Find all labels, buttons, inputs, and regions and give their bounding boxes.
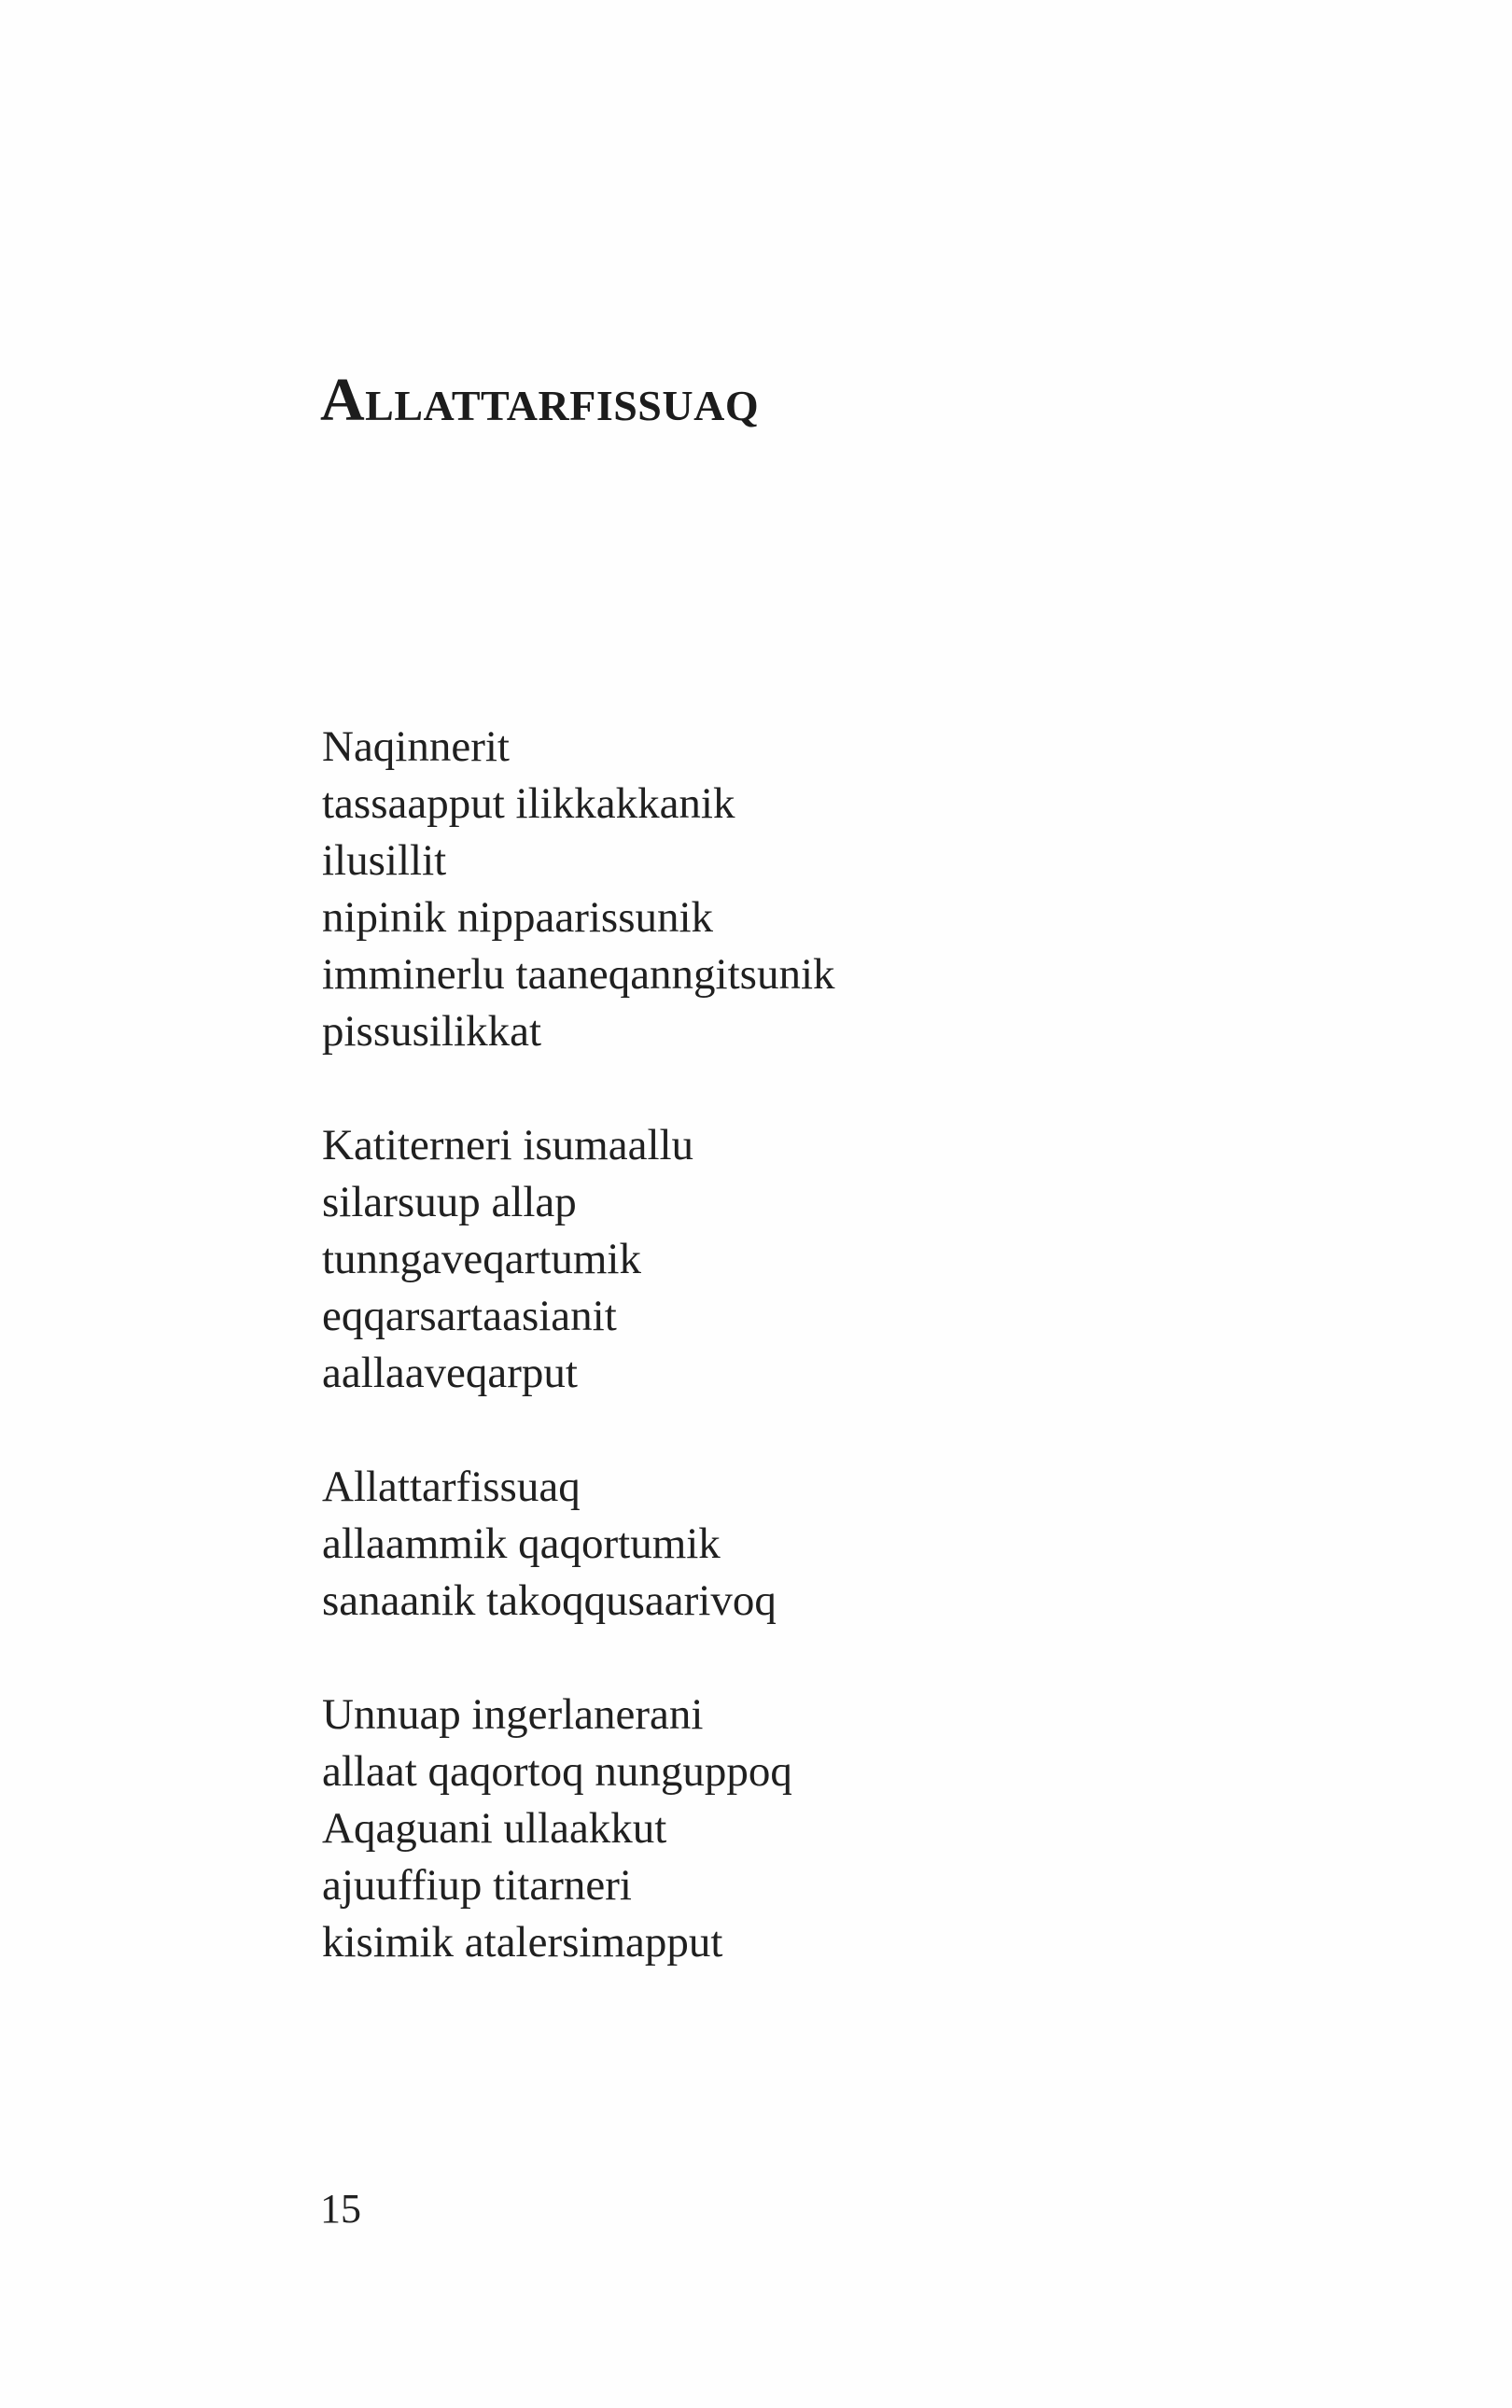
poem-line: pissusilikkat bbox=[322, 1007, 542, 1056]
poem-line: allaat qaqortoq nunguppoq bbox=[322, 1747, 792, 1796]
poem-line: Aqaguani ullaakkut bbox=[322, 1804, 667, 1853]
poem-line: tunngaveqartumik bbox=[322, 1235, 641, 1283]
poem-line: ajuuffiup titarneri bbox=[322, 1861, 632, 1910]
page-number: 15 bbox=[320, 2186, 361, 2232]
poem-line: sanaanik takoqqusaarivoq bbox=[322, 1576, 777, 1625]
poem-line: Katiterneri isumaallu bbox=[322, 1121, 694, 1169]
poem-body bbox=[322, 719, 1349, 2028]
poem-line: Naqinnerit bbox=[322, 722, 510, 771]
poem-line: imminerlu taaneqanngitsunik bbox=[322, 950, 835, 999]
poem-line: ilusillit bbox=[322, 836, 447, 885]
poem-line: nipinik nippaarissunik bbox=[322, 893, 714, 942]
poem-line: Unnuap ingerlanerani bbox=[322, 1690, 704, 1739]
poem-line: tassaapput ilikkakkanik bbox=[322, 779, 735, 828]
poem-title: Allattarfissuaq bbox=[320, 366, 760, 435]
poem-line: aallaaveqarput bbox=[322, 1349, 578, 1397]
poem-line: silarsuup allap bbox=[322, 1178, 577, 1226]
poem-line: kisimik atalersimapput bbox=[322, 1918, 723, 1967]
stanza-3 bbox=[322, 1459, 1349, 1630]
poem-line: eqqarsartaasianit bbox=[322, 1292, 617, 1340]
poem-line: allaammik qaqortumik bbox=[322, 1519, 721, 1568]
stanza-2 bbox=[322, 1117, 1349, 1402]
poem-line: Allattarfissuaq bbox=[322, 1463, 581, 1511]
stanza-4 bbox=[322, 1687, 1349, 1971]
stanza-1 bbox=[322, 719, 1349, 1060]
